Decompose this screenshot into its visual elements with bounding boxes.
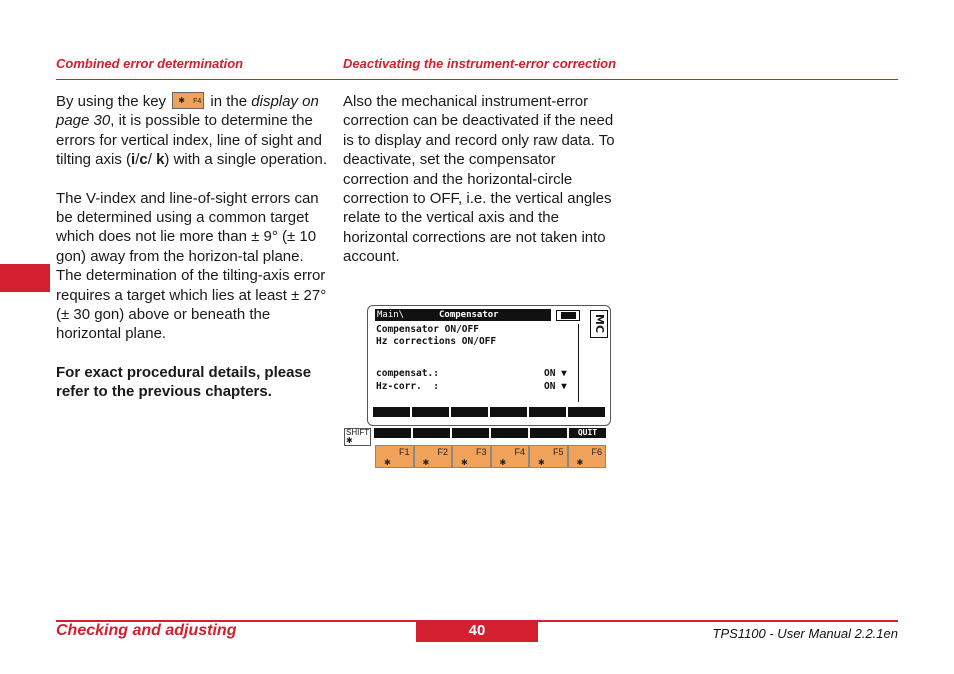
page-number: 40: [416, 621, 538, 642]
section-header-left: Combined error determination: [56, 56, 244, 71]
hz-corr-label: Hz-corr. :: [376, 381, 439, 392]
instrument-screen: [367, 305, 611, 426]
f4-key[interactable]: F4 ✱: [491, 445, 530, 468]
footer-section-title: Checking and adjusting: [56, 622, 237, 639]
compensator-label: compensat.:: [376, 368, 439, 379]
f2-key[interactable]: F2 ✱: [414, 445, 453, 468]
hz-corr-dropdown[interactable]: ON ▼: [544, 381, 567, 392]
screen-title: Compensator: [439, 310, 499, 320]
right-paragraph-1: Also the mechanical instrument-error correction can be deactivated if the need is to display and record only raw data. To deactivate, set the compensator correction and the horizontal-circle correction to OFF, i.e. the vertical angles relate to the vertical axis and the horizontal corrections are not taken into account.: [343, 93, 615, 266]
section-header-right: Deactivating the instrument-error correction: [343, 56, 617, 71]
star-icon: ✱: [499, 458, 507, 467]
shift-key[interactable]: SHIFT ✱: [346, 428, 370, 445]
right-column: [343, 92, 615, 286]
star-icon: ✱: [461, 458, 468, 467]
quit-softkey[interactable]: QUIT: [569, 428, 606, 438]
shift-softkey-1[interactable]: [374, 428, 411, 438]
footer-manual-title: TPS1100 - User Manual 2.2.1en: [712, 626, 898, 641]
battery-icon: [556, 310, 580, 321]
shift-softkey-4[interactable]: [491, 428, 528, 438]
chapter-tab-marker: [0, 264, 50, 292]
screen-divider: [578, 324, 579, 402]
screen-line-2: Hz corrections ON/OFF: [376, 336, 497, 347]
f4-key-icon: F4 ✱: [172, 92, 204, 109]
left-column: [56, 92, 328, 421]
softkey-4[interactable]: [490, 407, 527, 417]
function-keys: [375, 445, 606, 468]
softkey-2[interactable]: [412, 407, 449, 417]
shift-star-icon: ✱: [346, 436, 353, 445]
star-icon: ✱: [538, 458, 545, 467]
f5-key[interactable]: F5 ✱: [529, 445, 568, 468]
screen-title-bar: [375, 309, 551, 321]
shift-softkey-2[interactable]: [413, 428, 450, 438]
softkey-5[interactable]: [529, 407, 566, 417]
star-icon: ✱: [576, 458, 584, 467]
left-paragraph-1: By using the key F4 ✱ in the display on page 30, it is possible to determine the errors for vertical index, line of sight and tilting axis (i/c/ k) with a single operation.: [56, 93, 327, 169]
star-icon: ✱: [422, 458, 430, 467]
mc-badge: MC: [590, 310, 608, 338]
f1-key[interactable]: F1 ✱: [375, 445, 414, 468]
breadcrumb: Main\: [377, 310, 405, 320]
softkey-bar: [373, 407, 605, 417]
shift-softkey-3[interactable]: [452, 428, 489, 438]
shift-softkey-bar: [374, 428, 606, 438]
shift-softkey-5[interactable]: [530, 428, 567, 438]
f6-key[interactable]: F6 ✱: [568, 445, 607, 468]
screen-line-1: Compensator ON/OFF: [376, 324, 479, 335]
softkey-6[interactable]: [568, 407, 605, 417]
display-page-reference[interactable]: display on page 30: [56, 93, 319, 130]
star-icon: ✱: [384, 458, 391, 467]
left-paragraph-3: For exact procedural details, please refer to the previous chapters.: [56, 363, 312, 401]
header-rule: [56, 79, 898, 80]
f3-key[interactable]: F3 ✱: [452, 445, 491, 468]
compensator-dropdown[interactable]: ON ▼: [544, 368, 567, 379]
softkey-3[interactable]: [451, 407, 488, 417]
softkey-1[interactable]: [373, 407, 410, 417]
left-paragraph-2: The V-index and line-of-sight errors can be determined using a common target which does not lie more than ± 9° (± 10 gon) away from the horizon-tal plane. The determination of the tilting-axis error requires a target which lies at least ± 27° (± 30 gon) above or beneath the horizontal plane.: [56, 189, 327, 343]
